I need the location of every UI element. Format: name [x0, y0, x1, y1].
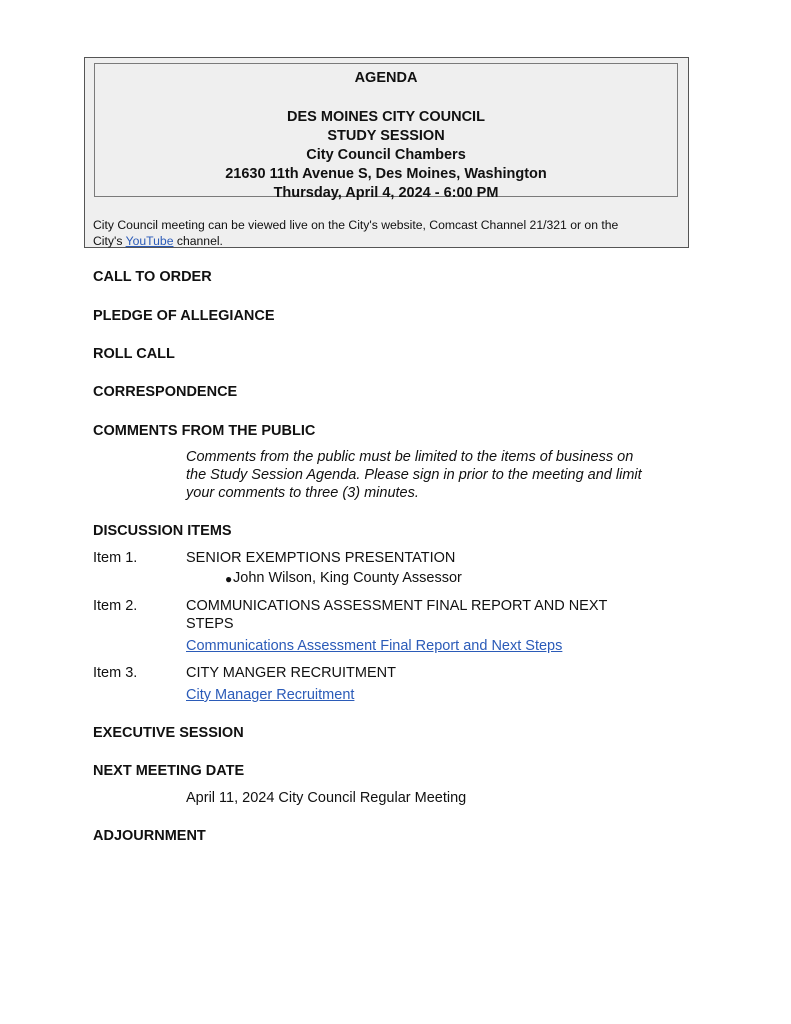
meeting-address: 21630 11th Avenue S, Des Moines, Washington	[225, 166, 547, 182]
meeting-location: City Council Chambers	[306, 147, 466, 163]
section-correspondence: CORRESPONDENCE	[93, 384, 238, 400]
notice-suffix: channel.	[173, 234, 223, 248]
public-comments-text	[186, 448, 706, 502]
item-3-recruitment-link[interactable]: City Manager Recruitment	[186, 687, 355, 703]
item-3-number: Item 3.	[93, 665, 138, 681]
section-pledge: PLEDGE OF ALLEGIANCE	[93, 308, 275, 324]
public-comments-line-1: Comments from the public must be limited to the items of business on	[186, 449, 634, 465]
youtube-link[interactable]: YouTube	[125, 234, 174, 248]
agenda-title-block	[94, 63, 678, 201]
agenda-title: AGENDA	[354, 70, 418, 86]
item-1-title: SENIOR EXEMPTIONS PRESENTATION	[186, 550, 456, 566]
council-name: DES MOINES CITY COUNCIL	[287, 109, 485, 125]
section-next-meeting: NEXT MEETING DATE	[93, 763, 245, 779]
section-discussion-items: DISCUSSION ITEMS	[93, 523, 232, 539]
section-public-comments: COMMENTS FROM THE PUBLIC	[93, 423, 316, 439]
item-2-report-link[interactable]: Communications Assessment Final Report and Next Steps	[186, 638, 563, 654]
section-adjournment: ADJOURNMENT	[93, 828, 206, 844]
public-comments-line-3: your comments to three (3) minutes.	[186, 485, 419, 501]
item-3-title: CITY MANGER RECRUITMENT	[186, 665, 396, 681]
item-2-title-line-1: COMMUNICATIONS ASSESSMENT FINAL REPORT AND NEXT	[186, 598, 608, 614]
viewing-notice-line-2	[93, 233, 683, 249]
bullet-icon: ●	[225, 572, 233, 586]
section-roll-call: ROLL CALL	[93, 346, 175, 362]
session-type: STUDY SESSION	[327, 128, 445, 144]
section-call-to-order: CALL TO ORDER	[93, 269, 212, 285]
item-2-title-line-2: STEPS	[186, 616, 234, 632]
viewing-notice-line-1: City Council meeting can be viewed live on the City's website, Comcast Channel 21/321 or on the	[93, 218, 619, 232]
notice-prefix: City's	[93, 234, 126, 248]
item-1-bullet: John Wilson, King County Assessor	[233, 570, 462, 586]
item-2-number: Item 2.	[93, 598, 138, 614]
next-meeting-text: April 11, 2024 City Council Regular Meeting	[186, 790, 467, 806]
public-comments-line-2: the Study Session Agenda. Please sign in prior to the meeting and limit	[186, 467, 642, 483]
item-1-number: Item 1.	[93, 550, 138, 566]
meeting-date-time: Thursday, April 4, 2024 - 6:00 PM	[273, 185, 499, 201]
viewing-notice	[93, 217, 683, 249]
agenda-header-box	[84, 57, 689, 248]
section-executive-session: EXECUTIVE SESSION	[93, 725, 244, 741]
